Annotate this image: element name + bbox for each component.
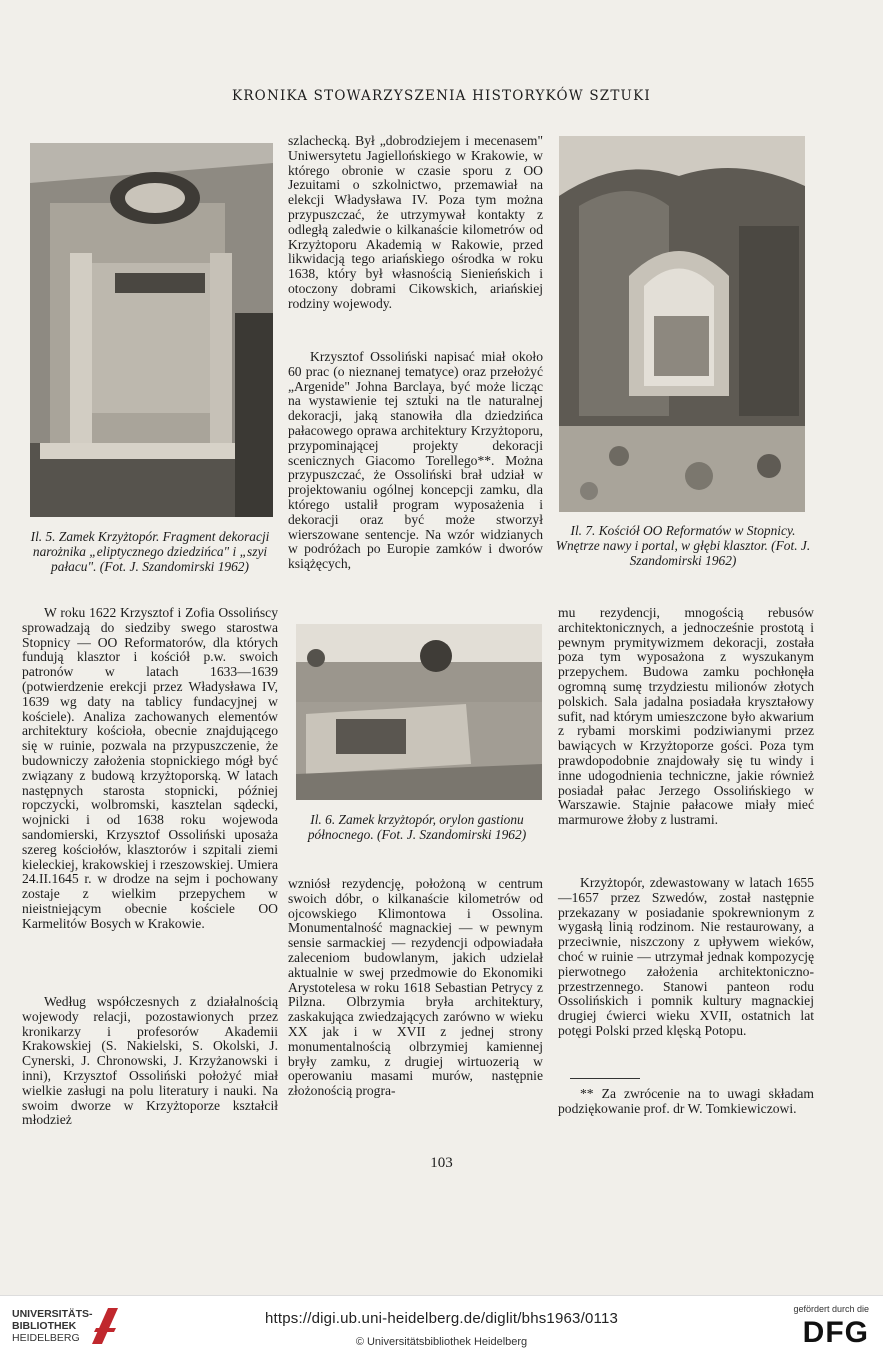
caption-il7: Il. 7. Kościół OO Reformatów w Stopnicy. Wnętrze nawy i portal, w głębi klasztor. (Fot. J. Szandomirski 1962) bbox=[555, 523, 811, 568]
footnote: ** Za zwrócenie na to uwagi składam podziękowanie prof. dr W. Tomkiewiczowi. bbox=[558, 1086, 814, 1116]
text-left-column: W roku 1622 Krzysztof i Zofia Ossolińscy sprowadzają do siedziby swego starostwa Stopnicy — OO Reformatorów, dla których fundują klasztor i kościół p.w. swoich patronów w latach 1633—1639 (potwierdzenie erekcji przez Władysława IV, 1639 wg daty na tablicy fundacyjnej w kościele). Analiza zachowanych elementów architektury kościoła, obecnie znajdującego się w ruinie, pozwala na przypuszczenie, że budowniczy założenia stopnickiego mógł być związany z budową krzyżtoporską. W latach następnych starosta stopnicki, później ropczycki, wolbromski, kasztelan sądecki, wojnicki i od 1638 roku wojewoda sandomierski, Krzysztof Ossoliński uposaża szereg kościołów, klasztorów i szpitali ziemi kieleckiej, krakowskiej i rzeszowskiej. Umiera 24.II.1645 r. w drodze na sejm i pochowany zostaje z wielkim przepychem w nieistniejącym obecnie kościele OO Karmelitów Bosych w Krakowie. bbox=[22, 605, 278, 931]
text-right-column-2: Krzyżtopór, zdewastowany w latach 1655—1657 przez Szwedów, został następnie przekazany w posiadanie spokrewnionym z wygasłą linią rodzinom. Nie restaurowany, a przeciwnie, niszczony z upływem wieków, choć w ruinie — utrzymał jednak kompozycję pierwotnego założenia architektoniczno-przestrzennego. Stanowi panteon rodu Ossolińskich i pomnik kultury magnackiej drugiej ćwierci wieku XVII, ostatnich lat potęgi Polski przed klęską Potopu. bbox=[558, 875, 814, 1038]
caption-il5: Il. 5. Zamek Krzyżtopór. Fragment dekoracji narożnika „eliptycznego dziedzińca" i „szyi pałacu". (Fot. J. Szandomirski 1962) bbox=[30, 529, 270, 574]
text-middle-top-2: Krzysztof Ossoliński napisać miał około 60 prac (o nieznanej tematyce) oraz przełożyć „Argenide" Johna Barclaya, być może licząc na wystawienie tej sztuki na tle naturalnej dekoracji, jaką stanowiła dla dziedzińca pałacowego oprawa architektury Krzyżtoporu, przypominającej projekty dekoracji scenicznych Giacomo Torellego**. Można przypuszczać, że Ossoliński brał udział w projektowaniu ogólnej koncepcji zamku, dla którego ustalił program wyposażenia i dekoracji oraz być może stworzył wierszowane sentencje. Na wzór widzianych w podróżach po Europie zamków i dworów książęcych, bbox=[288, 349, 543, 572]
text-middle-bottom: wzniósł rezydencję, położoną w centrum swoich dóbr, o kilkanaście kilometrów od ojcowskiego Klimontowa i Ossolina. Monumentalność magnackiej — w pewnym sensie sarmackiej — rezydencji odpowiadała zaleceniom budowlanym, jakich udzielał aktualnie w swej przedmowie do Ekonomiki Arystotelesa w roku 1618 Sebastian Petrycy z Pilzna. Olbrzymia bryła architektury, zaskakująca zwiedzających zarówno w wieku XX jak i w XVII z jednej strony monumentalnością olbrzymiej kamiennej bryły zamku, z drugiej wirtuozerią w operowaniu masami murów, następnie złożonością progra- bbox=[288, 876, 543, 1099]
photo-church-ruins bbox=[559, 136, 805, 512]
funding-note: gefördert durch die bbox=[793, 1304, 869, 1314]
caption-il6: Il. 6. Zamek krzyżtopór, orylon gastionu północnego. (Fot. J. Szandomirski 1962) bbox=[307, 812, 527, 842]
copyright-notice: © Universitätsbibliothek Heidelberg bbox=[355, 1336, 528, 1348]
photo-bastion-orillon bbox=[296, 624, 542, 800]
dfg-logo[interactable]: DFG bbox=[802, 1316, 869, 1349]
footnote-rule bbox=[570, 1078, 640, 1079]
page-number: 103 bbox=[430, 1155, 453, 1171]
text-middle-top: szlachecką. Był „dobrodziejem i mecenasem" Uniwersytetu Jagiellońskiego w Krakowie, w którego obronie w czasie sporu z OO Jezuitami o szkolnictwo, przemawiał na elekcji Władysława IV. Poza tym można przypuszczać, że utrzymywał kontakty z odległą zaledwie o kilkanaście kilometrów od Krzyżtoporu Akademią w Rakowie, przed likwidacją tego ariańskiego ośrodka w roku 1638, który był własnością Sienieńskich i otoczony dobrami Cikowskich, ariańskiej rodziny wojewody. bbox=[288, 133, 543, 311]
permalink-url[interactable]: https://digi.ub.uni-heidelberg.de/diglit/bhs1963/0113 bbox=[264, 1310, 619, 1327]
text-right-column: mu rezydencji, mnogością rebusów architektonicznych, a jednocześnie prostotą i pewnym prymitywizmem dekoracji, została poza tym wyposażona z wyszukanym przepychem. Budowa zamku pochłonęła ogromną sumę trzydziestu milionów złotych polskich. Sala jadalna posiadała kryształowy sufit, nad którym umieszczone było akwarium z rybami morskimi podziwianymi przez bawiących w Krzyżtoporze gości. Poza tym prawdopodobnie znajdowały się tu windy i inne udogodnienia techniczne, jakie również posiadał pałac Jerzego Ossolińskiego w Warszawie. Stajnie pałacowe miały mieć marmurowe żłoby z lustrami. bbox=[558, 605, 814, 828]
text-left-column-2: Według współczesnych z działalnością wojewody relacji, pozostawionych przez kronikarzy i profesorów Akademii Krakowskiej (S. Nakielski, S. Okolski, J. Cynerski, J. Chronowski, J. Krzyżanowski i inni), Krzysztof Ossoliński położyć miał wielkie zasługi na polu literatury i nauki. Na swoim dworze w Krzyżtoporze kształcił młodzież bbox=[22, 994, 278, 1128]
running-header: KRONIKA STOWARZYSZENIA HISTORYKÓW SZTUKI bbox=[232, 88, 651, 104]
photo-castle-decoration bbox=[30, 143, 273, 517]
ub-logo-text[interactable]: UNIVERSITÄTS- BIBLIOTHEK HEIDELBERG bbox=[12, 1308, 93, 1344]
footer-bar bbox=[0, 1295, 883, 1360]
